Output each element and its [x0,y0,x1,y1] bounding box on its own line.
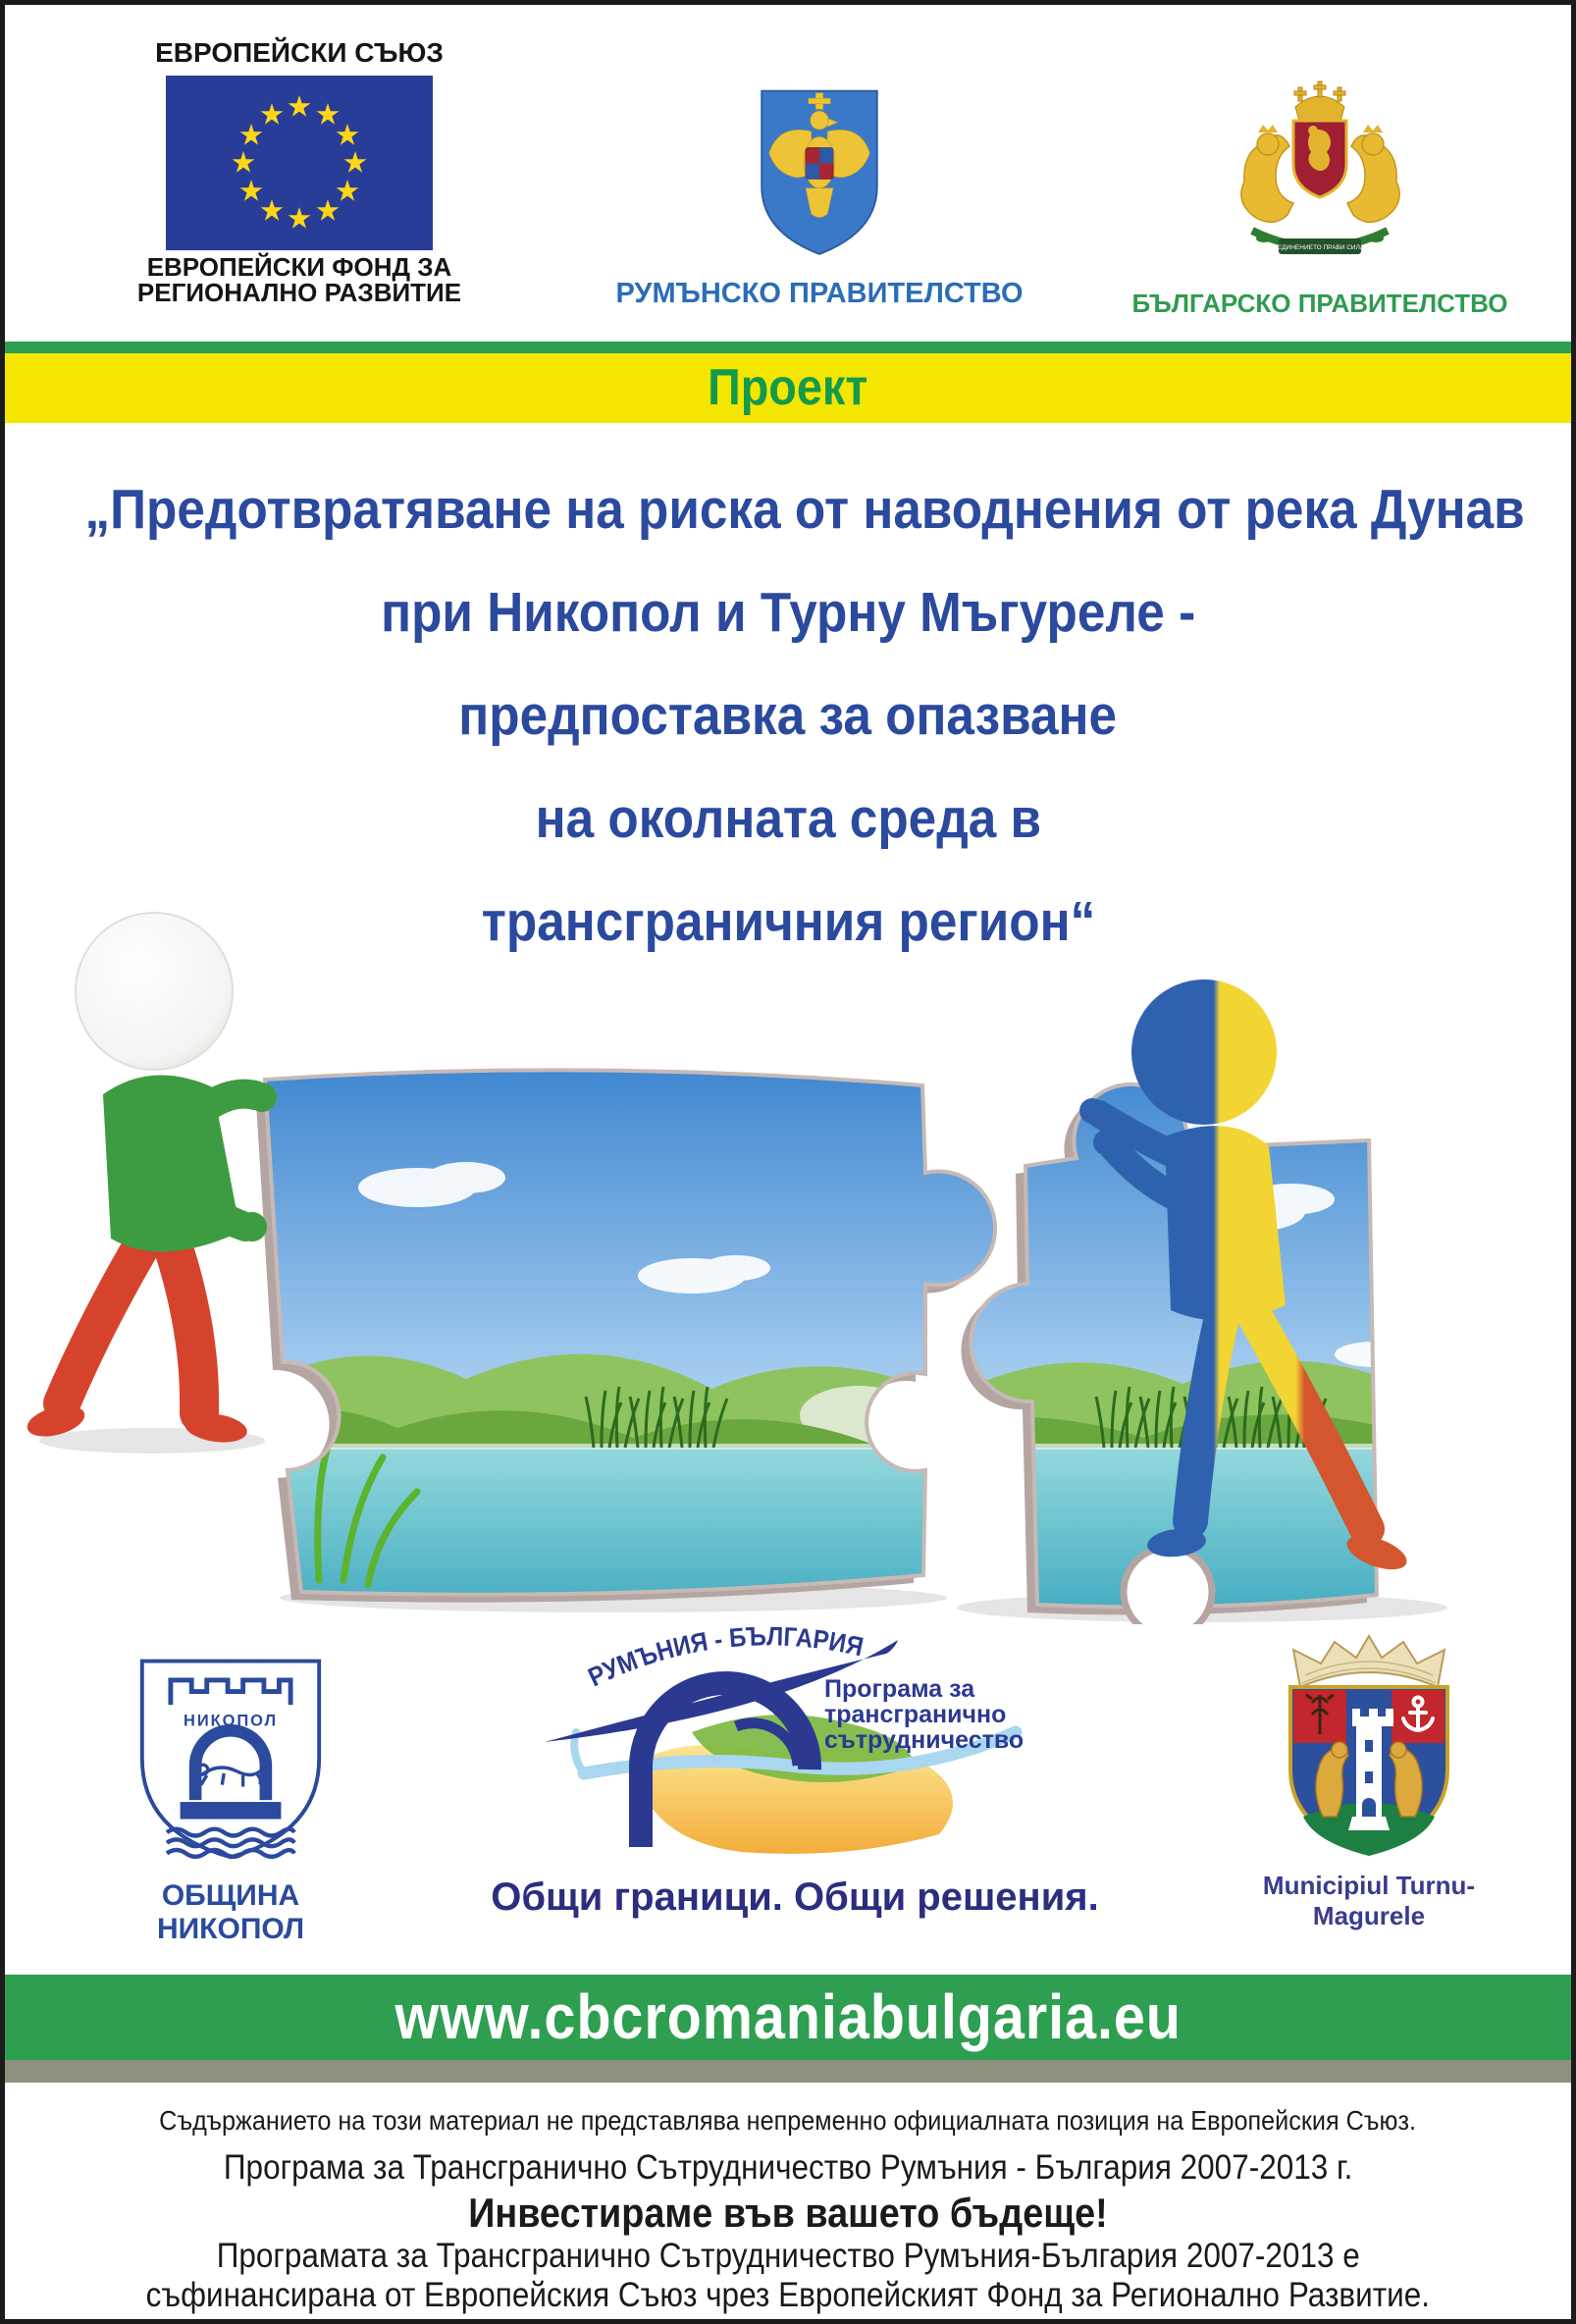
puzzle-bottom-notch [1124,1548,1212,1624]
website-url: www.cbcromaniabulgaria.eu [394,1981,1182,2052]
title-line-5: трансграничния регион“ [481,890,1095,953]
website-banner [5,1975,1571,2060]
eu-fund-line1: ЕВРОПЕЙСКИ ФОНД ЗА [146,252,452,282]
turnu-magurele-label: Municipiul Turnu-Magurele [1262,1871,1476,1930]
footer-invest-slogan: Инвестираме във вашето бъдеще! [468,2190,1108,2236]
program-sub-line1: Програма за [824,1675,975,1703]
figure-head [1131,979,1277,1125]
program-slogan: Общи граници. Общи решения. [491,1875,1099,1919]
footer-cofinance-line1: Програмата за Трансгранично Сътрудничество Румъния-България 2007-2013 е [216,2237,1360,2275]
bulgarian-figure [24,913,277,1446]
program-arc-title: РУМЪНИЯ - БЪЛГАРИЯ [583,1621,868,1693]
title-line-2: при Никопол и Турну Мъгуреле - [380,581,1196,644]
project-banner-label: Проект [708,359,868,416]
program-sub-line2: трансгранично [824,1701,1007,1728]
green-strip [5,342,1571,353]
nikopol-block [98,1646,363,1946]
footer-cofinance-line2: съфинансирана от Европейския Съюз чрез Европейският Фонд за Регионално Развитие. [145,2276,1431,2314]
romanian-coat-of-arms-icon [751,76,888,264]
cbc-program-logo [486,1616,1104,1864]
turnu-magurele-block [1207,1624,1531,1931]
turnu-magurele-coat-of-arms-icon [1246,1624,1492,1865]
puzzle-cooperation-illustration [5,893,1576,1624]
footer [5,2103,1571,2315]
eu-label: ЕВРОПЕЙСКИ СЪЮЗ [155,37,444,68]
bulgarian-government-label: БЪЛГАРСКО ПРАВИТЕЛСТВО [1131,289,1508,318]
eu-block [98,38,500,305]
footer-program-line: Програма за Трансгранично Сътрудничество Румъния - България 2007-2013 г. [223,2148,1353,2187]
nikopol-emblem-icon [108,1646,353,1867]
bulgarian-government-block [1099,34,1541,319]
cbc-program-block [486,1616,1104,1920]
tower-battlement [1352,1709,1393,1726]
figure-head [76,913,233,1070]
title-line-3: предпоставка за опазване [458,684,1118,747]
eu-fund-line2: РЕГИОНАЛНО РАЗВИТИЕ [136,278,462,307]
bulgarian-coat-of-arms-icon [1205,66,1436,287]
eu-flag-icon [166,76,433,250]
romanian-government-label: РУМЪНСКО ПРАВИТЕЛСТВО [615,278,1024,309]
footer-disclaimer: Съдържанието на този материал не представлява непременно официалната позиция на Европейския Съюз. [159,2105,1417,2136]
gray-divider [5,2060,1571,2083]
romanian-government-block [604,44,1035,310]
title-line-4: на околната среда в [535,787,1041,850]
title-line-1: „Предотвратяване на риска от наводнения от река Дунав [84,478,1525,541]
bulgarian-motto: СЪЕДИНЕНИЕТО ПРАВИ СИЛАТА [1267,244,1372,251]
program-sub-line3: сътрудничество [824,1726,1024,1754]
project-banner [5,353,1571,423]
nikopol-emblem-text: НИКОПОЛ [184,1712,278,1730]
nikopol-label: ОБЩИНА НИКОПОЛ [156,1879,305,1945]
